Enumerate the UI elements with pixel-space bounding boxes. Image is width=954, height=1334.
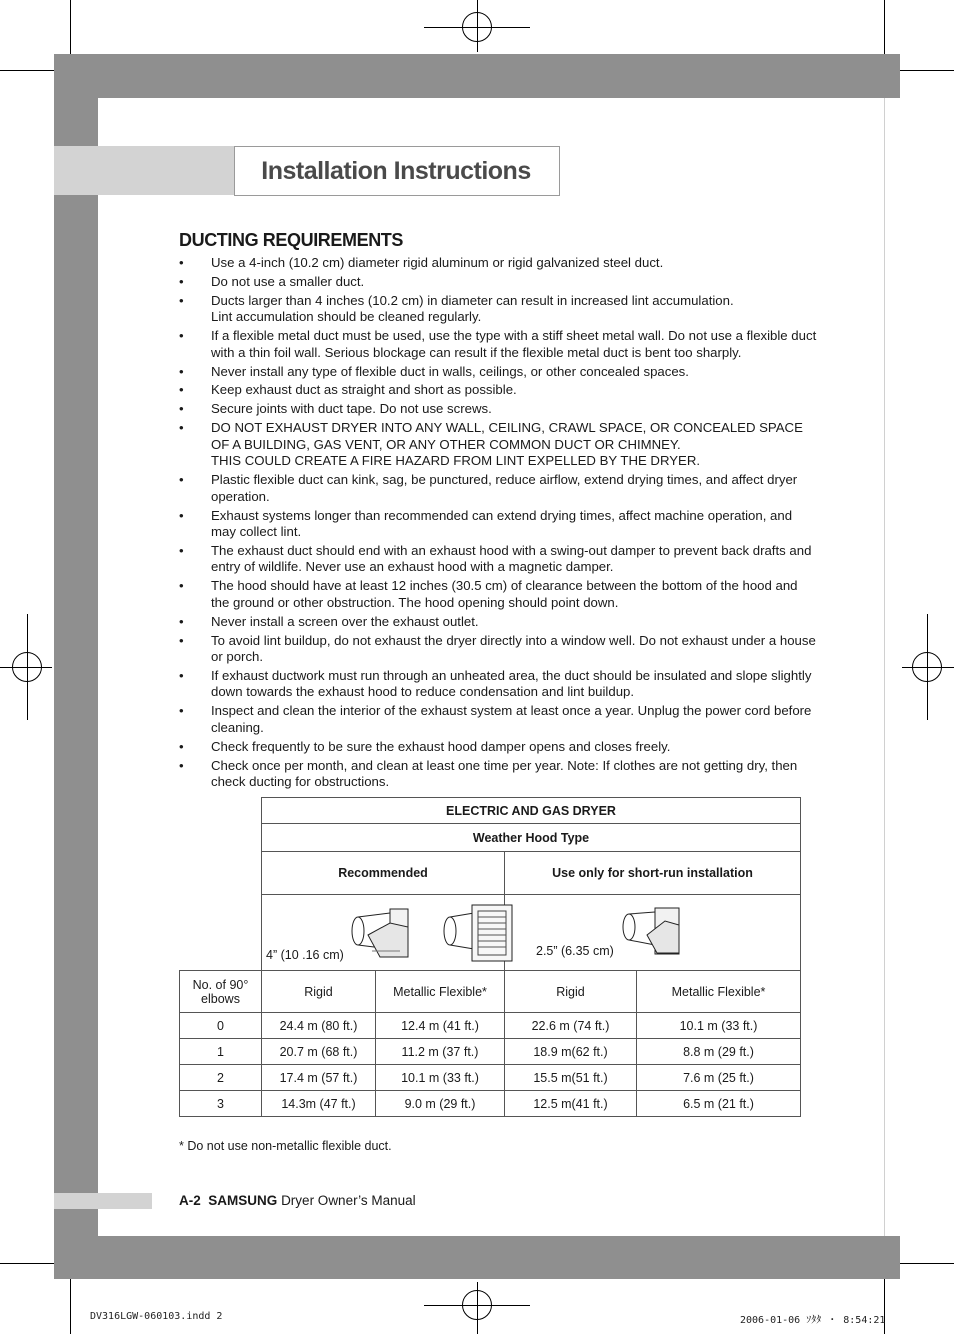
table-header-hood-type: Weather Hood Type (262, 824, 801, 852)
bullet-dot: • (179, 255, 184, 270)
slug-date: 2006-01-06 ｿﾀﾀ ・ 8:54:21 (740, 1315, 886, 1326)
table-header-short-run: Use only for short-run installation (505, 852, 801, 895)
table-row (180, 1039, 801, 1065)
col-header-rigid: Rigid (262, 971, 376, 1013)
table-row (180, 1091, 801, 1117)
bullet-dot: • (179, 507, 184, 523)
list-item-text: Use a 4-inch (10.2 cm) diameter rigid aluminum or rigid galvanized steel duct. (211, 255, 664, 270)
list-item (179, 472, 819, 505)
bullet-dot: • (179, 667, 184, 683)
left-band (54, 54, 98, 1279)
table-header-recommended: Recommended (262, 852, 505, 895)
bullet-dot: • (179, 703, 184, 719)
table-row (180, 1065, 801, 1091)
table-cell: 2 (180, 1065, 262, 1091)
list-item-text: Plastic flexible duct can kink, sag, be punctured, reduce airflow, extend drying times, and affect dryer operation. (211, 472, 798, 504)
table-cell: 14.3m (47 ft.) (262, 1091, 376, 1117)
table-cell: 22.6 m (74 ft.) (505, 1013, 637, 1039)
list-item (179, 293, 819, 326)
list-item (179, 420, 819, 470)
page-title: Installation Instructions (261, 157, 531, 185)
hood-images-short-run (505, 895, 801, 971)
col-header-flex-short: Metallic Flexible* (637, 971, 801, 1013)
col-header-flex: Metallic Flexible* (376, 971, 505, 1013)
bullet-dot: • (179, 738, 184, 754)
table-cell: 1 (180, 1039, 262, 1065)
list-item (179, 739, 819, 756)
hood-size-short: 2.5” (6.35 cm) (536, 944, 614, 958)
col-header-elbows: No. of 90° elbows (180, 971, 262, 1013)
bullet-dot: • (179, 420, 184, 436)
list-item (179, 633, 819, 666)
short-hood-icon (621, 905, 691, 961)
list-item-text: DO NOT EXHAUST DRYER INTO ANY WALL, CEILING, CRAWL SPACE, OR CONCEALED SPACE OF A BUILDING, GAS VENT, OR ANY OTHER COMMON DUCT OR CHIMNEY. THIS COULD CREATE A FIRE HAZARD FROM LINT EXPELLED BY THE DRYER. (211, 420, 803, 469)
list-item (179, 578, 819, 611)
table-cell: 10.1 m (33 ft.) (376, 1065, 505, 1091)
bullet-dot: • (179, 613, 184, 629)
title-tab (54, 146, 234, 195)
list-item-text: Ducts larger than 4 inches (10.2 cm) in diameter can result in increased lint accumulation. Lint accumulation should be cleaned regularly. (211, 292, 734, 325)
table-cell: 10.1 m (33 ft.) (637, 1013, 801, 1039)
list-item-text: Check frequently to be sure the exhaust hood damper opens and closes freely. (211, 738, 671, 754)
bullet-dot: • (179, 328, 184, 344)
list-item-text: Keep exhaust duct as straight and short as possible. (211, 382, 517, 398)
page-footer (179, 1193, 416, 1208)
table-cell: 7.6 m (25 ft.) (637, 1065, 801, 1091)
page-number: A-2 (179, 1193, 201, 1208)
bullet-dot: • (179, 382, 184, 398)
list-item (179, 668, 819, 701)
bullet-dot: • (179, 363, 184, 379)
list-item (179, 508, 819, 541)
table-cell: 6.5 m (21 ft.) (637, 1091, 801, 1117)
manual-name: Dryer Owner’s Manual (281, 1193, 416, 1208)
list-item (179, 364, 819, 381)
list-item-text: The hood should have at least 12 inches (30.5 cm) of clearance between the bottom of the hood and the ground or other obstruction. The hood opening should point down. (211, 578, 798, 610)
list-item (179, 328, 819, 361)
list-item (179, 543, 819, 576)
bullet-dot: • (179, 632, 184, 648)
hood-size-recommended: 4” (10 .16 cm) (266, 948, 344, 962)
table-cell: 24.4 m (80 ft.) (262, 1013, 376, 1039)
bullet-dot: • (179, 757, 184, 773)
list-item-text: Never install any type of flexible duct in walls, ceilings, or other concealed spaces. (211, 363, 689, 379)
list-item (179, 382, 819, 399)
list-item-text: If a flexible metal duct must be used, use the type with a stiff sheet metal wall. Do not use a flexible duct with a thin foil wall. Serious blockage can result if the flexible metal duct is bent too sharply. (211, 328, 817, 360)
footnote: * Do not use non-metallic flexible duct. (179, 1139, 392, 1153)
list-item (179, 758, 819, 791)
table-cell: 3 (180, 1091, 262, 1117)
exhaust-hood-icons (350, 903, 530, 967)
slug-filename: DV316LGW-060103.indd 2 (90, 1311, 223, 1322)
table-cell: 20.7 m (68 ft.) (262, 1039, 376, 1065)
list-item-text: Do not use a smaller duct. (211, 273, 365, 289)
list-item-text: If exhaust ductwork must run through an unheated area, the duct should be insulated and slope slightly down towards the exhaust hood to reduce condensation and lint buildup. (211, 667, 812, 700)
bullet-dot: • (179, 292, 184, 308)
list-item (179, 614, 819, 631)
bullet-dot: • (179, 401, 184, 417)
list-item-text: To avoid lint buildup, do not exhaust the dryer directly into a window well. Do not exhaust under a house or porch. (211, 632, 816, 665)
list-item-text: Never install a screen over the exhaust outlet. (211, 613, 479, 629)
table-cell: 9.0 m (29 ft.) (376, 1091, 505, 1117)
list-item-text: Exhaust systems longer than recommended can extend drying times, affect machine operation, and may collect lint. (211, 507, 793, 540)
brand-name: SAMSUNG (208, 1193, 278, 1208)
bullet-dot: • (179, 578, 184, 594)
table-cell: 15.5 m(51 ft.) (505, 1065, 637, 1091)
table-blank-corner (180, 798, 262, 971)
table-cell: 8.8 m (29 ft.) (637, 1039, 801, 1065)
hood-images-recommended (262, 895, 505, 971)
table-cell: 18.9 m(62 ft.) (505, 1039, 637, 1065)
list-item-text: Check once per month, and clean at least one time per year. Note: If clothes are not getting dry, then check ducting for obstructions. (211, 757, 798, 790)
bullet-dot: • (179, 542, 184, 558)
table-cell: 12.4 m (41 ft.) (376, 1013, 505, 1039)
list-item-text: The exhaust duct should end with an exhaust hood with a swing-out damper to prevent back drafts and entry of wildlife. Never use an exhaust hood with a magnetic damper. (211, 542, 812, 575)
right-edge-line (884, 98, 885, 1236)
list-item-text: Secure joints with duct tape. Do not use screws. (211, 401, 492, 417)
table-cell: 11.2 m (37 ft.) (376, 1039, 505, 1065)
top-band (54, 54, 900, 98)
table-row (180, 1013, 801, 1039)
table-cell: 12.5 m(41 ft.) (505, 1091, 637, 1117)
section-title: DUCTING REQUIREMENTS (179, 230, 404, 250)
bullet-list (179, 255, 819, 793)
col-header-rigid-short: Rigid (505, 971, 637, 1013)
list-item-text: Inspect and clean the interior of the exhaust system at least once a year. Unplug the power cord before cleaning. (211, 703, 812, 735)
duct-length-table (179, 797, 801, 1117)
list-item (179, 255, 819, 272)
list-item (179, 274, 819, 291)
bottom-band (54, 1236, 900, 1279)
list-item (179, 703, 819, 736)
list-item (179, 401, 819, 418)
bullet-dot: • (179, 472, 184, 488)
table-header-dryer: ELECTRIC AND GAS DRYER (262, 798, 801, 824)
footer-tab (54, 1193, 152, 1209)
table-cell: 0 (180, 1013, 262, 1039)
table-cell: 17.4 m (57 ft.) (262, 1065, 376, 1091)
bullet-dot: • (179, 273, 184, 289)
